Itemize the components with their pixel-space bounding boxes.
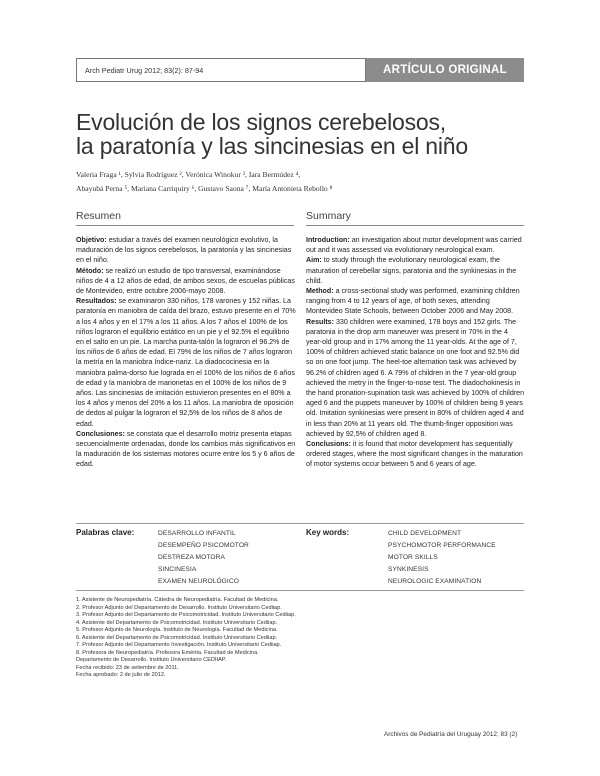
footnote: Fecha recibido: 23 de setiembre de 2011. bbox=[76, 664, 179, 671]
label: Objetivo: bbox=[76, 236, 107, 244]
footnote: 5. Profesor Adjunto de Neurología. Instituto de Neurología. Facultad de Medicina. bbox=[76, 627, 278, 633]
resumen-body bbox=[76, 235, 296, 470]
summary-results bbox=[306, 317, 526, 439]
title-line: la paratonía y las sincinesias en el niño bbox=[76, 133, 468, 159]
footnote: Departamento de Desarrollo. Instituto Universitario CEDIIAP. bbox=[76, 657, 227, 663]
footnote: Fecha aprobado: 2 de julio de 2012. bbox=[76, 672, 166, 678]
label: Aim: bbox=[306, 256, 322, 265]
keyword-item: SINCINESIA bbox=[158, 566, 197, 573]
summary-method bbox=[306, 286, 526, 317]
keyword-item: NEUROLOGIC EXAMINATION bbox=[388, 578, 482, 585]
summary-body bbox=[306, 235, 526, 470]
resumen-objetivo bbox=[76, 235, 296, 266]
footnote: 2. Profesor Adjunto del Departamento de Desarrollo. Instituto Universitario Cediiap. bbox=[76, 604, 282, 611]
keyword-item: DESTREZA MOTORA bbox=[158, 554, 225, 561]
label: Método: bbox=[76, 266, 104, 275]
text: se realizó un estudio de tipo transversal, examinándose niños de 4 a 12 años de edad, de ambos sexos, de escuelas públicas de Montevideo, entre octubre 2006-mayo 2008. bbox=[76, 266, 295, 296]
title-line: Evolución de los signos cerebelosos, bbox=[76, 109, 446, 135]
label: Method: bbox=[306, 287, 334, 296]
footnote: 7. Profesor Adjunto del Departamento Investigación. Instituto Universitario Cediiap. bbox=[76, 642, 282, 648]
palabras-clave-list bbox=[158, 528, 249, 588]
keyword-item: PSYCHOMOTOR PERFORMANCE bbox=[388, 542, 496, 549]
footnote: 6. Asistente del Departamento de Psicomotricidad. Instituto Universitario Cediiap. bbox=[76, 634, 278, 641]
resumen-heading: Resumen bbox=[76, 210, 294, 226]
summary-conclusions bbox=[306, 439, 526, 470]
keyword-item: MOTOR SKILLS bbox=[388, 554, 438, 561]
resumen-resultados bbox=[76, 296, 296, 429]
footnotes-divider bbox=[76, 590, 524, 591]
article-type-badge: ARTÍCULO ORIGINAL bbox=[366, 58, 524, 82]
page-footer: Archivos de Pediatría del Uruguay 2012; 83 (2) bbox=[384, 731, 518, 738]
text: a cross-sectional study was performed, examining children ranging from 4 to 12 years of age, of both sexes, attending Montevideo State Schools, between October 2006 and May 2008. bbox=[306, 287, 520, 316]
footnote: 8. Profesora de Neuropediatría. Profesora Emérita. Facultad de Medicina. bbox=[76, 649, 259, 656]
text: 330 children were examined, 178 boys and 152 girls. The paratonia in the drop arm maneuver was present in 70% in the 4 year-old group and in 17% among the 11 year-olds. At the age of 7, 100% of children achieved static balance on one foot and 92.5% did so on one foot jump. The heel-toe alternation task was achieved by 96.2% of children aged 6. A 79% of children in the 7 year-old group achieved the metry in the finger-to-nose test. The diadochokinesis in the hand pronation-supination task was achieved by 100% of children aged 6 and the puppets maneuver by 100% of children being 9 years old. Imitation synkinesias were present in 80% of children aged 4 and in less than 20% at 11 years old. The thumb-finger opposition was achieved by 92,5% of children aged 8. bbox=[306, 317, 525, 438]
footnote: 3. Profesor Adjunto del Departamento de Psicomotricidad. Instituto Universitario Cediiap. bbox=[76, 612, 296, 618]
journal-reference: Arch Pediatr Urug 2012; 83(2): 87-94 bbox=[76, 58, 366, 82]
label: Results: bbox=[306, 317, 334, 326]
summary-aim bbox=[306, 255, 526, 286]
article-title bbox=[76, 110, 536, 158]
keywords-divider bbox=[76, 523, 524, 524]
key-words-list bbox=[388, 528, 496, 588]
keyword-item: DESEMPEÑO PSICOMOTOR bbox=[158, 542, 249, 549]
text: it is found that motor development has sequentially ordered stages, where the most significant changes in the maturation of motor systems occur between 5 and 6 years of age. bbox=[306, 440, 523, 469]
label: Resultados: bbox=[76, 297, 117, 306]
summary-heading: Summary bbox=[306, 210, 524, 226]
affiliations-footnotes bbox=[76, 597, 496, 680]
summary-introduction bbox=[306, 235, 526, 255]
text: an investigation about motor development was carried out and it was assessed via evolutionary neurological exam. bbox=[306, 236, 522, 255]
key-words-label: Key words: bbox=[306, 528, 350, 537]
footnote: 1. Asistente de Neuropediatría. Cátedra de Neuropediatría. Facultad de Medicina. bbox=[76, 597, 279, 603]
resumen-conclusiones bbox=[76, 429, 296, 470]
label: Conclusiones: bbox=[76, 429, 125, 438]
keyword-item: EXAMEN NEUROLÓGICO bbox=[158, 578, 239, 585]
text: to study through the evolutionary neurological exam, the maturation of cerebellar signs, paratonia and the synkinesias in the child. bbox=[306, 256, 517, 285]
authors-line: Valeria Fraga ¹, Sylvia Rodríguez ², Verónica Winokur ³, Iara Bermúdez ⁴, bbox=[76, 170, 301, 179]
keyword-item: CHILD DEVELOPMENT bbox=[388, 530, 462, 537]
author-list bbox=[76, 168, 536, 196]
keyword-item: SYNKINESIS bbox=[388, 566, 429, 573]
keyword-item: DESARROLLO INFANTIL bbox=[158, 530, 236, 537]
label: Conclusions: bbox=[306, 440, 351, 449]
palabras-clave-label: Palabras clave: bbox=[76, 528, 135, 537]
authors-line: Abayubá Perna ⁵, Mariana Carriquiry ⁶, Gustavo Saona ⁷, María Antonieta Rebollo ⁸ bbox=[76, 184, 333, 193]
text: se constata que el desarrollo motriz presenta etapas secuencialmente ordenadas, donde los cambios más significativos en la maduración de los sistemas motores ocurre entre los 5 y 6 años de edad. bbox=[76, 429, 296, 469]
resumen-metodo bbox=[76, 266, 296, 297]
text: se examinaron 330 niños, 178 varones y 152 niñas. La paratonía en maniobra de caída del brazo, estuvo presente en el 70% a los 4 años y en el 17% a los 11 años. A los 7 años el 100% de los niños lograron el equilibrio estático en un pie y el 92.5% el equilibrio en el salto en un pie. La marcha punta-talón la lograron el 96.2% de los niños de 6 años de edad. El 79% de los niños de 7 años lograron la metría en la maniobra índice-nariz. La diadococinesia en la maniobra palma-dorso fue lograda en el 100% de los niños de 6 años de edad y la maniobra de marionetas en el 100% de los niños de 9 años. Las sincinesias de imitación estuvieron presentes en el 80% a los 4 años y menos del 20% a los 11 años. La maniobra de oposición de dedos al pulgar la lograron el 92,5% de los niños de 8 años de edad. bbox=[76, 297, 296, 428]
footnote: 4. Asistente del Departamento de Psicomotricidad. Instituto Universitario Cediiap. bbox=[76, 619, 278, 626]
label: Introduction: bbox=[306, 236, 350, 244]
text: estudiar a través del examen neurológico evolutivo, la maduración de los signos cerebelosos, la paratonía y las sincinesias en el niño. bbox=[76, 236, 292, 265]
